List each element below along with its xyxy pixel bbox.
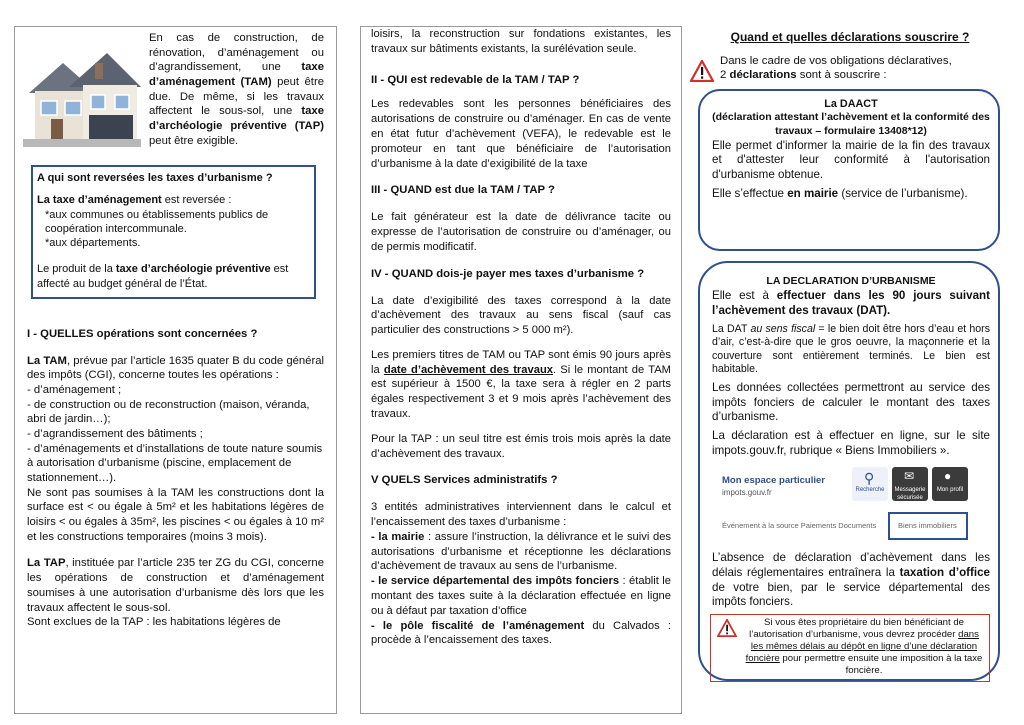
dat-box xyxy=(698,261,1000,681)
entite-pole-fiscalite: - le pôle fiscalité de l’aménagement du Calvados : procède à l’encaissement des taxes. xyxy=(371,619,671,647)
operation-item: - d’aménagement ; xyxy=(27,384,122,397)
column-left xyxy=(14,26,337,714)
intro-paragraph: En cas de construction, de rénovation, d’aménagement ou d’agrandissement, une taxe d’aménagement (TAM) peut être due. De même, si les travaux affectent le sous-sol, une taxe d’archéologie préventive (TAP) peut être exigible. xyxy=(149,32,324,147)
section-5-title: V QUELS Services administratifs ? xyxy=(371,474,558,487)
column-middle xyxy=(360,26,682,714)
recipients-item: *aux départements. xyxy=(45,237,141,250)
recipients-item: *aux communes ou établissements publics de coopération intercommunale. xyxy=(45,208,269,235)
entites-paragraph: 3 entités administratives interviennent dans le calcul et l’encaissement des taxes d’urbanisme : xyxy=(371,501,671,529)
section-3-title: III - QUAND est due la TAM / TAP ? xyxy=(371,184,555,197)
daact-paragraph: Elle permet d'informer la mairie de la fin des travaux et d'attester leur conformité à l'autorisation d'urbanisme obtenue. xyxy=(712,138,990,182)
tap-titre-paragraph: Pour la TAP : un seul titre est émis trois mois après la date d’achèvement des travaux. xyxy=(371,432,671,460)
recipients-lead: La taxe d’aménagement est reversée : xyxy=(37,194,232,207)
tam-exemptions: Ne sont pas soumises à la TAM les constructions dont la surface est < ou égale à 5m² et les habitations légères de loisirs < ou égales à 35m², les piscines < ou égales à 10 m² et les constructions temporaires (moins 3 mois). xyxy=(27,486,325,543)
redevables-paragraph: Les redevables sont les personnes bénéficiaires des autorisations de construire ou d’aménager. En cas de vente en état futur d’achèvement (VEFA), le redevable est le promoteur en tant que bénéficiaire de l’autorisation d’urbanisme à la date d’exigibilité de la taxe xyxy=(371,98,671,170)
declarations-title: Quand et quelles déclarations souscrire ? xyxy=(730,30,970,44)
entite-impots-fonciers: - le service départemental des impôts fonciers : établit le montant des taxes suite à la déclaration effectuée en ligne ou à défaut par taxation d’office xyxy=(371,575,671,617)
daact-box xyxy=(698,89,1000,251)
taxation-office-paragraph: L’absence de déclaration d’achèvement dans les délais réglementaires entraînera la taxation d’office de votre bien, par le service départemental des impôts fonciers. xyxy=(712,550,990,609)
fonciere-warning-box: Si vous êtes propriétaire du bien bénéficiant de l’autorisation d’urbanisme, vous devrez procéder dans les mêmes délais au dépôt en ligne d’une déclaration foncière pour permettre ensuite une imposition à la taxe foncière. xyxy=(710,614,990,682)
section-2-title: II - QUI est redevable de la TAM / TAP ? xyxy=(371,73,580,86)
entite-mairie: - la mairie : assure l’instruction, la délivrance et le suivi des autorisations d’urbanisme et réceptionne les déclarations d’achèvement de travaux au sens de l’urbanisme. xyxy=(371,530,672,573)
section-4-title: IV - QUAND dois-je payer mes taxes d’urbanisme ? xyxy=(371,267,645,280)
espace-site: impots.gouv.fr xyxy=(722,487,772,497)
house-illustration xyxy=(23,45,141,147)
recipients-title: A qui sont reversées les taxes d’urbanisme ? xyxy=(37,172,273,184)
recipients-box xyxy=(31,165,316,299)
operation-item: - d’aménagements et d’installations de toute nature soumis à autorisation d’urbanisme (piscine, emplacement de stationnement…). xyxy=(27,442,323,485)
daact-title: La DAACT xyxy=(824,98,878,111)
exigibilite-paragraph: La date d’exigibilité des taxes correspond à la date d’achèvement des travaux au sens fiscal (sauf cas particulier des constructions > 5 000 m²). xyxy=(371,294,671,337)
espace-tabs[interactable]: Événement à la source Paiements Documents xyxy=(722,520,877,530)
espace-brand: Mon espace particulier xyxy=(722,474,825,486)
warning-icon xyxy=(717,619,737,637)
section-1-title: I - QUELLES opérations sont concernées ? xyxy=(27,328,258,341)
tam-paragraph: La TAM, prévue par l’article 1635 quater B du code général des impôts (CGI), concerne toutes les opérations : xyxy=(27,354,325,382)
tap-allocation: Le produit de la taxe d’archéologie préventive est affecté au budget général de l’État. xyxy=(37,263,289,290)
mail-icon[interactable]: ✉ Messagerie sécurisée xyxy=(892,467,928,501)
dat-deadline: Elle est à effectuer dans les 90 jours suivant l’achèvement des travaux (DAT). xyxy=(712,288,990,317)
impots-screenshot xyxy=(712,467,990,539)
operation-item: - d’agrandissement des bâtiments ; xyxy=(27,428,203,441)
biens-immobiliers-tab[interactable]: Biens immobiliers xyxy=(888,512,968,540)
fait-generateur-paragraph: Le fait générateur est la date de délivrance tacite ou expresse de l’autorisation de construire ou d’aménager, ou de permis modificatif. xyxy=(371,211,671,253)
daact-subtitle: (déclaration attestant l’achèvement et la conformité des travaux – formulaire 13408*12) xyxy=(712,111,990,137)
dat-online: La déclaration est à effectuer en ligne, sur le site impots.gouv.fr, rubrique « Biens Immobiliers ». xyxy=(712,429,990,458)
search-icon[interactable]: ⚲ Recherche xyxy=(852,467,888,501)
profile-icon[interactable]: ● Mon profil xyxy=(932,467,968,501)
tap-exclusions-continued: loisirs, la reconstruction sur fondations existantes, les travaux sur bâtiments existants, la surélévation seule. xyxy=(371,28,671,55)
column-right xyxy=(690,26,1010,714)
operation-item: - de construction ou de reconstruction (maison, véranda, abri de jardin…); xyxy=(27,398,310,426)
tap-exclusions: Sont exclues de la TAP : les habitations légères de xyxy=(27,616,281,629)
warning-text: Dans le cadre de vos obligations déclaratives, 2 déclarations sont à souscrire : xyxy=(720,54,952,82)
dat-title: LA DECLARATION D’URBANISME xyxy=(766,275,936,288)
titres-paragraph: Les premiers titres de TAM ou TAP sont émis 90 jours après la date d’achèvement des travaux. Si le montant de TAM est supérieur à 1500 €, la taxe sera à régler en 2 parts égales respectivement 3 et 9 mois après l’achèvement des travaux. xyxy=(371,348,671,420)
daact-location: Elle s’effectue en mairie (service de l’urbanisme). xyxy=(712,187,968,201)
warning-icon xyxy=(690,60,714,82)
dat-data-use: Les données collectées permettront au service des impôts fonciers de calculer le montant des taxes d’urbanisme. xyxy=(712,380,990,424)
dat-definition: La DAT au sens fiscal = le bien doit être hors d’eau et hors d’air, c’est-à-dire que le gros oeuvre, la maçonnerie et la couverture sont entièrement terminés. Le bien est habitable. xyxy=(712,322,990,376)
declarations-warning xyxy=(690,54,1010,84)
tap-paragraph: La TAP, instituée par l’article 235 ter ZG du CGI, concerne les opérations de construction et d’aménagement soumises à une autorisation d’urbanisme dès lors que les travaux affectent le sous-sol. xyxy=(27,557,324,614)
